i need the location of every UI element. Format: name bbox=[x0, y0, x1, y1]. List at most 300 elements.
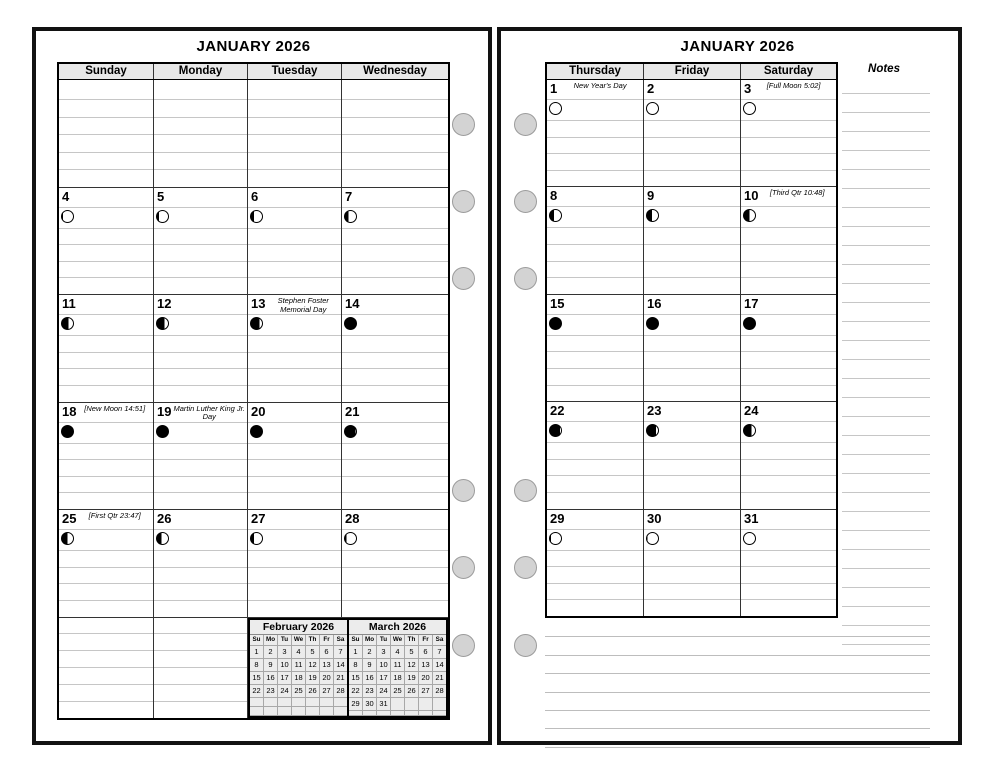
mini-calendar-day: 7 bbox=[334, 646, 347, 659]
weekday-header: Sunday bbox=[59, 64, 154, 79]
ruled-row bbox=[741, 369, 836, 386]
bottom-ruled-line bbox=[545, 619, 930, 637]
week-row bbox=[547, 295, 836, 402]
mini-calendar-day: 26 bbox=[306, 685, 320, 698]
ruled-row bbox=[741, 278, 836, 294]
ruled-row bbox=[248, 551, 341, 568]
ruled-row bbox=[547, 600, 643, 616]
moon-phase-icon bbox=[646, 532, 659, 545]
mini-calendar-week-row bbox=[349, 711, 446, 717]
mini-calendar-day: 8 bbox=[349, 659, 363, 672]
left-month-grid bbox=[57, 62, 450, 720]
ruled-row bbox=[59, 118, 153, 136]
ruled-row bbox=[248, 100, 341, 118]
date-row bbox=[644, 402, 740, 422]
day-cell bbox=[154, 188, 248, 295]
mini-calendar-day: 3 bbox=[377, 646, 391, 659]
mini-calendar-day: 12 bbox=[306, 659, 320, 672]
moon-phase-icon bbox=[743, 532, 756, 545]
ruled-row bbox=[644, 600, 740, 616]
day-number: 28 bbox=[345, 511, 360, 526]
mini-calendar-day bbox=[433, 698, 446, 711]
ruled-row bbox=[59, 208, 153, 229]
notes-ruled-line bbox=[842, 75, 930, 94]
moon-phase-icon bbox=[156, 532, 169, 545]
ruled-row bbox=[154, 153, 247, 171]
ruled-row bbox=[644, 493, 740, 509]
ruled-row bbox=[547, 476, 643, 493]
ruled-row bbox=[59, 668, 153, 685]
notes-ruled-line bbox=[842, 474, 930, 493]
ruled-cell bbox=[154, 618, 248, 719]
mini-calendar-day bbox=[349, 711, 363, 717]
date-row bbox=[547, 402, 643, 422]
ruled-row bbox=[342, 278, 448, 294]
bottom-ruled-line bbox=[545, 729, 930, 747]
ruled-row bbox=[248, 278, 341, 294]
mini-calendar-day: 6 bbox=[320, 646, 334, 659]
mini-calendar-day bbox=[306, 698, 320, 707]
mini-calendar-day: 17 bbox=[377, 672, 391, 685]
ruled-row bbox=[547, 278, 643, 294]
ruled-row bbox=[248, 118, 341, 136]
ruled-row bbox=[741, 121, 836, 138]
day-number: 12 bbox=[157, 296, 172, 311]
ruled-row bbox=[154, 315, 247, 336]
ruled-row bbox=[741, 493, 836, 509]
weekday-header: Wednesday bbox=[363, 65, 427, 77]
ruled-row bbox=[741, 551, 836, 568]
day-number: 23 bbox=[647, 403, 662, 419]
mini-calendar-day: 25 bbox=[391, 685, 405, 698]
ruled-row bbox=[741, 138, 836, 155]
right-month-grid bbox=[545, 62, 838, 618]
mini-calendar-day: 5 bbox=[405, 646, 419, 659]
mini-calendar-week-row bbox=[349, 672, 446, 685]
day-cell bbox=[741, 187, 836, 293]
bottom-ruled-line bbox=[545, 656, 930, 674]
date-row bbox=[644, 510, 740, 530]
mini-calendar-day bbox=[419, 711, 433, 717]
mini-calendar-week-row bbox=[250, 646, 347, 659]
ruled-row bbox=[342, 477, 448, 494]
date-row bbox=[644, 295, 740, 315]
moon-phase-icon bbox=[250, 317, 263, 330]
bottom-ruled-area bbox=[545, 619, 930, 748]
ruled-row bbox=[154, 245, 247, 262]
ruled-row bbox=[59, 551, 153, 568]
mini-calendar-day: 15 bbox=[349, 672, 363, 685]
mini-calendar-day: 9 bbox=[363, 659, 377, 672]
ruled-row bbox=[644, 352, 740, 369]
moon-phase-icon bbox=[646, 209, 659, 222]
ruled-row bbox=[248, 208, 341, 229]
day-cell bbox=[644, 187, 741, 293]
ruled-row bbox=[741, 171, 836, 187]
date-row bbox=[547, 510, 643, 530]
ruled-row bbox=[154, 568, 247, 585]
mini-calendar-day: 21 bbox=[433, 672, 446, 685]
ruled-row bbox=[154, 634, 247, 651]
day-number: 24 bbox=[744, 403, 759, 419]
ruled-row bbox=[547, 352, 643, 369]
notes-ruled-line bbox=[842, 360, 930, 379]
notes-ruled-area bbox=[842, 75, 930, 645]
punch-hole bbox=[452, 634, 475, 657]
ruled-row bbox=[644, 171, 740, 187]
punch-hole bbox=[452, 190, 475, 213]
mini-calendar-day: 27 bbox=[320, 685, 334, 698]
ruled-row bbox=[59, 386, 153, 402]
day-cell bbox=[248, 80, 342, 187]
ruled-row bbox=[154, 460, 247, 477]
mini-calendar-day: 11 bbox=[292, 659, 306, 672]
notes-ruled-line bbox=[842, 341, 930, 360]
ruled-row bbox=[248, 493, 341, 509]
ruled-row bbox=[154, 135, 247, 153]
day-cell bbox=[547, 402, 644, 508]
day-number: 1 bbox=[550, 81, 558, 96]
mini-calendar-day bbox=[419, 698, 433, 711]
mini-calendar-weekday: Sa bbox=[334, 635, 347, 646]
mini-calendar-day: 8 bbox=[250, 659, 264, 672]
ruled-row bbox=[547, 386, 643, 402]
ruled-row bbox=[741, 245, 836, 262]
ruled-row bbox=[248, 245, 341, 262]
moon-phase-icon bbox=[156, 425, 169, 438]
ruled-row bbox=[644, 530, 740, 551]
ruled-row bbox=[644, 278, 740, 294]
notes-ruled-line bbox=[842, 132, 930, 151]
mini-calendar-day: 24 bbox=[278, 685, 292, 698]
mini-calendar-day: 1 bbox=[349, 646, 363, 659]
ruled-row bbox=[741, 567, 836, 584]
date-row bbox=[342, 80, 448, 100]
weekday-header: Thursday bbox=[547, 64, 644, 79]
ruled-row bbox=[342, 208, 448, 229]
ruled-row bbox=[644, 262, 740, 279]
mini-calendar-day bbox=[250, 707, 264, 716]
day-cell bbox=[342, 510, 448, 617]
ruled-row bbox=[154, 118, 247, 136]
day-cell bbox=[342, 188, 448, 295]
weekday-header: Saturday bbox=[763, 65, 814, 77]
ruled-row bbox=[59, 702, 153, 718]
ruled-row bbox=[644, 121, 740, 138]
day-number: 5 bbox=[157, 188, 165, 204]
day-cell bbox=[59, 80, 154, 187]
mini-calendar-day: 22 bbox=[349, 685, 363, 698]
ruled-row bbox=[342, 315, 448, 336]
mini-calendar-day: 15 bbox=[250, 672, 264, 685]
ruled-row bbox=[59, 460, 153, 477]
date-row bbox=[741, 187, 836, 207]
day-cell bbox=[547, 510, 644, 616]
day-number: 6 bbox=[251, 188, 259, 204]
mini-calendar-week-row bbox=[250, 685, 347, 698]
ruled-row bbox=[342, 118, 448, 136]
mini-calendar-day: 9 bbox=[264, 659, 278, 672]
moon-phase-icon bbox=[156, 210, 169, 223]
day-annotation: [Full Moon 5:02] bbox=[766, 81, 821, 90]
mini-calendar-week-row bbox=[250, 659, 347, 672]
mini-calendar-day: 26 bbox=[405, 685, 419, 698]
mini-calendar-day: 11 bbox=[391, 659, 405, 672]
day-cell bbox=[59, 510, 154, 617]
ruled-row bbox=[644, 369, 740, 386]
mini-calendar-weekday: Th bbox=[405, 635, 419, 646]
week-row bbox=[547, 80, 836, 187]
mini-calendar bbox=[347, 620, 446, 717]
date-row bbox=[547, 187, 643, 207]
ruled-row bbox=[248, 153, 341, 171]
ruled-row bbox=[644, 245, 740, 262]
ruled-row bbox=[342, 245, 448, 262]
ruled-row bbox=[644, 476, 740, 493]
day-cell bbox=[59, 295, 154, 402]
mini-calendar-day bbox=[264, 698, 278, 707]
day-cell bbox=[644, 510, 741, 616]
day-number: 30 bbox=[647, 510, 662, 526]
mini-calendar-week-row bbox=[250, 707, 347, 716]
ruled-row bbox=[644, 443, 740, 460]
mini-calendar-day bbox=[278, 707, 292, 716]
date-row bbox=[741, 295, 836, 315]
notes-ruled-line bbox=[842, 417, 930, 436]
ruled-row bbox=[154, 685, 247, 702]
mini-calendar-day bbox=[391, 711, 405, 717]
mini-calendar-day bbox=[278, 698, 292, 707]
mini-calendar-day bbox=[405, 698, 419, 711]
ruled-row bbox=[547, 422, 643, 443]
ruled-row bbox=[741, 262, 836, 279]
ruled-row bbox=[342, 551, 448, 568]
day-number: 29 bbox=[550, 510, 565, 526]
day-cell bbox=[154, 295, 248, 402]
mini-calendar-day bbox=[405, 711, 419, 717]
day-number: 11 bbox=[62, 296, 76, 311]
week-row bbox=[547, 187, 836, 294]
notes-ruled-line bbox=[842, 322, 930, 341]
mini-calendar-day: 17 bbox=[278, 672, 292, 685]
ruled-row bbox=[154, 262, 247, 279]
right-month-title: JANUARY 2026 bbox=[680, 38, 795, 55]
ruled-row bbox=[248, 584, 341, 601]
ruled-row bbox=[154, 353, 247, 370]
day-number: 19 bbox=[157, 403, 172, 419]
ruled-row bbox=[59, 135, 153, 153]
ruled-row bbox=[59, 369, 153, 386]
punch-hole bbox=[514, 190, 537, 213]
ruled-row bbox=[248, 336, 341, 353]
ruled-row bbox=[342, 369, 448, 386]
ruled-row bbox=[741, 476, 836, 493]
day-cell bbox=[342, 80, 448, 187]
day-cell bbox=[741, 402, 836, 508]
day-cell bbox=[741, 80, 836, 186]
date-row bbox=[154, 188, 247, 208]
day-cell bbox=[644, 295, 741, 401]
ruled-row bbox=[154, 702, 247, 718]
ruled-row bbox=[644, 584, 740, 601]
mini-calendar-day bbox=[433, 711, 446, 717]
right-page bbox=[497, 27, 962, 745]
ruled-row bbox=[547, 493, 643, 509]
ruled-row bbox=[59, 245, 153, 262]
ruled-row bbox=[59, 262, 153, 279]
mini-calendar-day: 21 bbox=[334, 672, 347, 685]
ruled-row bbox=[342, 423, 448, 444]
ruled-row bbox=[248, 315, 341, 336]
mini-calendar-day: 20 bbox=[320, 672, 334, 685]
mini-calendar-week-row bbox=[349, 646, 446, 659]
ruled-row bbox=[342, 386, 448, 402]
day-number: 27 bbox=[251, 511, 266, 526]
mini-calendar-day: 28 bbox=[433, 685, 446, 698]
day-number: 22 bbox=[550, 403, 565, 419]
ruled-row bbox=[547, 245, 643, 262]
mini-calendar-day: 23 bbox=[264, 685, 278, 698]
left-month-title: JANUARY 2026 bbox=[196, 38, 311, 55]
day-cell bbox=[248, 295, 342, 402]
mini-calendar-day: 1 bbox=[250, 646, 264, 659]
ruled-row bbox=[248, 423, 341, 444]
mini-calendar-day bbox=[377, 711, 391, 717]
day-number: 15 bbox=[550, 295, 565, 311]
day-number: 9 bbox=[647, 188, 655, 204]
moon-phase-icon bbox=[344, 532, 357, 545]
ruled-row bbox=[59, 477, 153, 494]
notes-ruled-line bbox=[842, 550, 930, 569]
mini-calendar-day bbox=[292, 707, 306, 716]
ruled-row bbox=[644, 551, 740, 568]
moon-phase-icon bbox=[549, 209, 562, 222]
ruled-row bbox=[741, 386, 836, 402]
date-row bbox=[248, 80, 341, 100]
notes-ruled-line bbox=[842, 303, 930, 322]
ruled-row bbox=[59, 423, 153, 444]
mini-calendar-day: 14 bbox=[334, 659, 347, 672]
mini-calendar-weekday: Tu bbox=[278, 635, 292, 646]
date-row bbox=[644, 187, 740, 207]
bottom-ruled-line bbox=[545, 674, 930, 692]
weekday-header: Tuesday bbox=[248, 64, 342, 79]
day-number: 17 bbox=[744, 295, 759, 311]
ruled-row bbox=[248, 477, 341, 494]
ruled-row bbox=[342, 153, 448, 171]
mini-calendar bbox=[250, 620, 347, 717]
day-number: 31 bbox=[744, 510, 759, 526]
ruled-row bbox=[154, 618, 247, 635]
ruled-row bbox=[547, 315, 643, 336]
ruled-row bbox=[342, 262, 448, 279]
date-row bbox=[154, 295, 247, 315]
day-cell bbox=[741, 295, 836, 401]
ruled-row bbox=[154, 170, 247, 187]
ruled-row bbox=[154, 551, 247, 568]
moon-phase-icon bbox=[61, 425, 74, 438]
ruled-row bbox=[154, 493, 247, 509]
ruled-row bbox=[342, 530, 448, 551]
moon-phase-icon bbox=[743, 209, 756, 222]
notes-ruled-line bbox=[842, 455, 930, 474]
ruled-row bbox=[248, 135, 341, 153]
ruled-row bbox=[741, 460, 836, 477]
notes-ruled-line bbox=[842, 284, 930, 303]
mini-calendar-day: 19 bbox=[306, 672, 320, 685]
punch-hole bbox=[452, 113, 475, 136]
ruled-row bbox=[248, 262, 341, 279]
day-cell bbox=[342, 403, 448, 510]
ruled-row bbox=[547, 154, 643, 171]
day-cell bbox=[741, 510, 836, 616]
bottom-ruled-line bbox=[545, 711, 930, 729]
left-page bbox=[32, 27, 492, 745]
mini-calendar-weekday: Mo bbox=[363, 635, 377, 646]
mini-calendar-weekday: Tu bbox=[377, 635, 391, 646]
mini-calendar-weekday: Su bbox=[250, 635, 264, 646]
date-row bbox=[248, 403, 341, 423]
day-cell bbox=[154, 80, 248, 187]
mini-calendar-weekday-row bbox=[349, 635, 446, 646]
mini-calendar-day: 27 bbox=[419, 685, 433, 698]
notes-ruled-line bbox=[842, 208, 930, 227]
moon-phase-icon bbox=[549, 317, 562, 330]
moon-phase-icon bbox=[250, 532, 263, 545]
day-cell bbox=[547, 187, 644, 293]
mini-calendar-week-row bbox=[250, 672, 347, 685]
mini-calendar-day: 22 bbox=[250, 685, 264, 698]
day-cell bbox=[248, 188, 342, 295]
moon-phase-icon bbox=[344, 317, 357, 330]
mini-calendar-day bbox=[264, 707, 278, 716]
ruled-row bbox=[154, 444, 247, 461]
ruled-row bbox=[741, 600, 836, 616]
punch-hole bbox=[452, 556, 475, 579]
ruled-row bbox=[154, 423, 247, 444]
mini-calendar-week-row bbox=[250, 698, 347, 707]
weekday-header: Friday bbox=[644, 64, 741, 79]
ruled-row bbox=[59, 315, 153, 336]
ruled-row bbox=[644, 228, 740, 245]
ruled-row bbox=[644, 460, 740, 477]
mini-calendar-day: 19 bbox=[405, 672, 419, 685]
day-number: 14 bbox=[345, 296, 360, 311]
ruled-row bbox=[342, 100, 448, 118]
day-cell bbox=[248, 510, 342, 617]
ruled-row bbox=[342, 229, 448, 246]
mini-calendar-day: 14 bbox=[433, 659, 446, 672]
ruled-row bbox=[59, 685, 153, 702]
ruled-row bbox=[547, 207, 643, 228]
bottom-ruled-line bbox=[545, 693, 930, 711]
ruled-row bbox=[342, 135, 448, 153]
mini-calendar-day: 2 bbox=[264, 646, 278, 659]
ruled-row bbox=[59, 618, 153, 635]
mini-calendar-day: 30 bbox=[363, 698, 377, 711]
moon-phase-icon bbox=[646, 317, 659, 330]
day-number: 25 bbox=[62, 511, 77, 526]
notes-ruled-line bbox=[842, 588, 930, 607]
day-annotation: New Year's Day bbox=[573, 81, 627, 90]
notes-ruled-line bbox=[842, 493, 930, 512]
mini-calendar-day: 12 bbox=[405, 659, 419, 672]
ruled-row bbox=[154, 668, 247, 685]
day-cell bbox=[59, 188, 154, 295]
ruled-row bbox=[741, 422, 836, 443]
day-number: 8 bbox=[550, 188, 558, 204]
ruled-row bbox=[59, 170, 153, 187]
